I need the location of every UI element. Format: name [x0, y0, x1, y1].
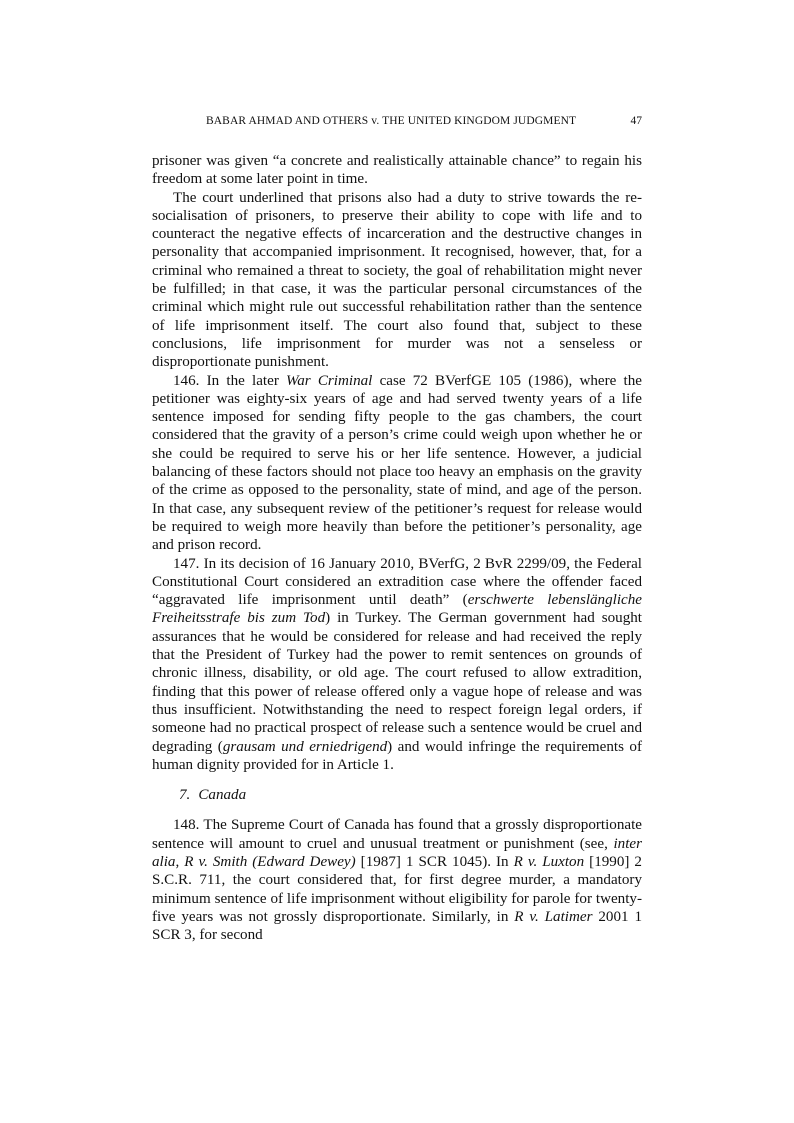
paragraph-146	[152, 372, 642, 555]
case-name-italic: R v. Latimer	[514, 908, 593, 925]
text-run: [1990] 2 S.C.R. 711, the court considered that, for first degree murder, a mandatory minimum sentence of life imprisonment without eligibility for parole for twenty-five years was not grossly disproportionate. Similarly, in	[152, 853, 642, 925]
text-run: The court underlined that prisons also had a duty to strive towards the re-socialisation of prisoners, to preserve their ability to cope with life and to counteract the negative effects of incarceration and the destructive changes in personality that accompanied imprisonment. It recognised, however, that, for a criminal who remained a threat to society, the goal of rehabilitation might never be fulfilled; in that case, it was the particular personal circumstances of the criminal which might rule out successful rehabilitation rather than the sentence of life imprisonment itself. The court also found that, subject to these conclusions, life imprisonment for murder was not a senseless or disproportionate punishment.	[152, 189, 642, 371]
text-run: 147. In its decision of 16 January 2010, BVerfG, 2 BvR 2299/09, the Federal Constitutional Court considered an extradition case where the offender faced “aggravated life imprisonment until death” (	[152, 555, 642, 609]
german-term-italic: grausam und erniedrigend	[222, 738, 388, 755]
header-title: BABAR AHMAD AND OTHERS v. THE UNITED KINGDOM JUDGMENT	[206, 115, 577, 127]
paragraph-147	[152, 555, 642, 775]
text-run: [1987] 1 SCR 1045). In	[355, 853, 514, 870]
section-number: 7.	[179, 787, 191, 804]
text-run: ) and would infringe the requirements of human dignity provided for in Article 1.	[152, 738, 642, 773]
text-run: prisoner was given “a concrete and realistically attainable chance” to regain his freedom at some later point in time.	[152, 153, 642, 188]
german-term-italic: erschwerte lebenslängliche Freiheitsstrafe bis zum Tod	[152, 592, 642, 627]
paragraph-continuation	[152, 152, 642, 189]
section-heading	[152, 786, 642, 804]
paragraph-court-reasoning	[152, 189, 642, 372]
text-run: ,	[175, 853, 185, 870]
latin-term-italic: inter alia	[152, 835, 642, 870]
section-title: Canada	[198, 787, 247, 804]
paragraph-148	[152, 816, 642, 944]
running-header	[152, 113, 642, 129]
text-run: 146. In the later	[173, 372, 287, 389]
body-text	[152, 152, 642, 944]
text-run: 2001 1 SCR 3, for second	[152, 908, 642, 944]
text-run: 148. The Supreme Court of Canada has found that a grossly disproportionate sentence will amount to cruel and unusual treatment or punishment (see,	[152, 817, 642, 852]
text-run: case 72 BVerfGE 105 (1986), where the petitioner was eighty-six years of age and had served twenty years of a life sentence imposed for sending fifty people to the gas chambers, the court considered that the gravity of a person’s crime could weigh upon whether he or she could be required to serve his or her life sentence. However, a judicial balancing of these factors should not place too heavy an emphasis on the gravity of the crime as opposed to the personality, state of mind, and age of the person. In that case, any subsequent review of the petitioner’s request for release would be required to weigh more heavily than before the petitioner’s personality, age and prison record.	[152, 372, 642, 554]
case-name-italic: War Criminal	[286, 372, 373, 389]
case-name-italic: R v. Luxton	[513, 853, 585, 870]
text-run: ) in Turkey. The German government had sought assurances that he would be considered for release and had received the reply that the President of Turkey had the power to remit sentences on grounds of chronic illness, disability, or old age. The court refused to allow extradition, finding that this power of release offered only a vague hope of release and was thus insufficient. Notwithstanding the need to respect foreign legal orders, if someone had no practical prospect of release such a sentence would be cruel and degrading (	[152, 610, 642, 755]
case-name-italic: R v. Smith (Edward Dewey)	[184, 853, 356, 870]
page-number: 47	[630, 115, 642, 127]
